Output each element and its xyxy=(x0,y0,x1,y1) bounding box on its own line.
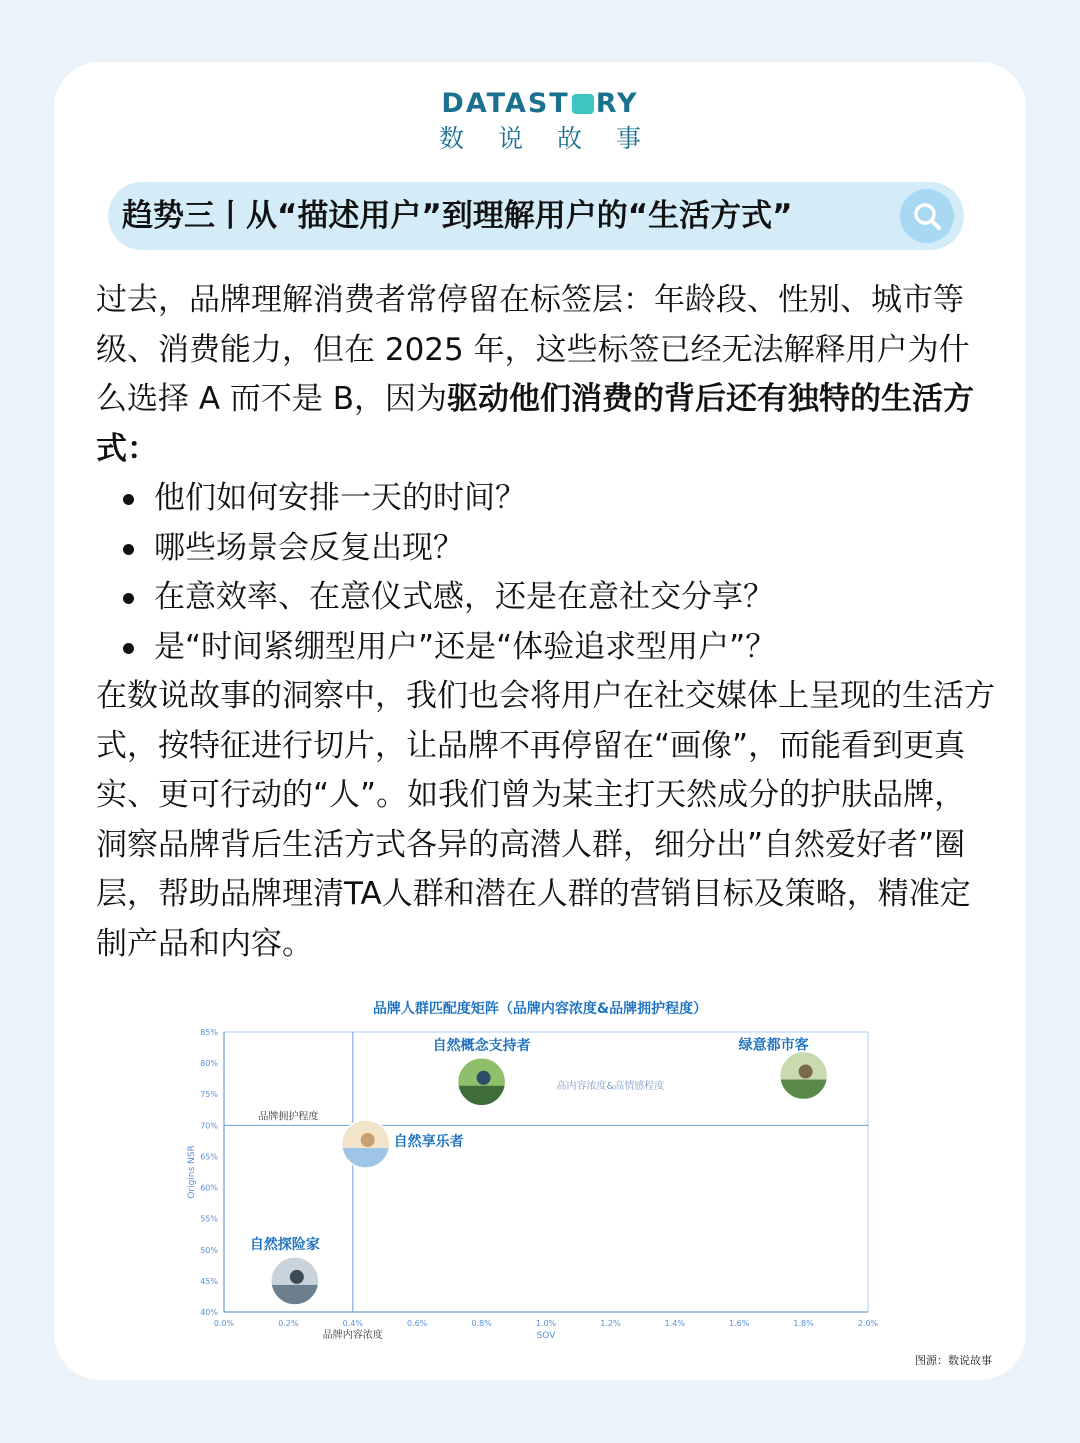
source-note: 图源：数说故事 xyxy=(915,1354,992,1367)
x-tick-label: 0.2% xyxy=(278,1319,299,1328)
insight-paragraph: 在数说故事的洞察中，我们也会将用户在社交媒体上呈现的生活方式，按特征进行切片，让品牌不再停留在“画像”，而能看到更真实、更可行动的“人”。如我们曾为某主打天然成分的护肤品牌，洞察品牌背后生活方式各异的高潜人群，细分出”自然爱好者”圈层，帮助品牌理清TA人群和潜在人群的营销目标及策略，精准定制产品和内容。 xyxy=(96,678,995,962)
list-item: 哪些场景会反复出现？ xyxy=(96,524,996,574)
logo-wordmark xyxy=(441,88,638,119)
intro-paragraph xyxy=(96,276,996,474)
x-tick-label: 1.6% xyxy=(729,1319,750,1328)
y-tick-label: 40% xyxy=(200,1308,218,1317)
datastory-logo xyxy=(0,88,1080,155)
x-tick-label: 1.2% xyxy=(600,1319,621,1328)
search-icon xyxy=(900,189,954,243)
y-tick-label: 55% xyxy=(200,1214,218,1224)
x-tick-label: 0.8% xyxy=(471,1319,492,1328)
y-axis-label: Origins NSR xyxy=(187,1145,197,1199)
article-body xyxy=(96,276,996,969)
point-label: 自然享乐者 xyxy=(393,1134,464,1150)
logo-square-icon xyxy=(572,94,594,114)
banner-title: 趋势三丨从“描述用户”到理解用户的“生活方式” xyxy=(122,198,793,234)
list-item: 在意效率、在意仪式感，还是在意社交分享？ xyxy=(96,573,996,623)
ref-x-label: 品牌内容浓度 xyxy=(322,1330,383,1341)
x-axis-label: SOV xyxy=(536,1331,556,1341)
x-tick-label: 1.4% xyxy=(664,1319,685,1328)
point-label: 自然探险家 xyxy=(249,1236,320,1253)
x-tick-label: 0.6% xyxy=(407,1319,428,1328)
matrix-chart xyxy=(180,1020,900,1360)
chart-title: 品牌人群匹配度矩阵（品牌内容浓度&品牌拥护程度） xyxy=(372,1001,708,1017)
ref-y-label: 品牌拥护程度 xyxy=(258,1111,319,1123)
y-tick-label: 60% xyxy=(200,1183,218,1193)
list-item: 是“时间紧绷型用户”还是“体验追求型用户”？ xyxy=(96,623,996,673)
intro-bold-text: 驱动他们消费的背后还有独特的生活方式： xyxy=(96,381,975,467)
plot-frame xyxy=(224,1032,868,1312)
logo-text-post: RY xyxy=(595,88,639,119)
question-list xyxy=(96,474,996,672)
trend-banner xyxy=(108,182,964,250)
y-tick-label: 50% xyxy=(200,1245,218,1255)
y-tick-label: 65% xyxy=(200,1152,218,1162)
y-tick-label: 75% xyxy=(200,1090,218,1100)
point-label: 绿意都市客 xyxy=(738,1037,809,1054)
y-tick-label: 45% xyxy=(200,1276,218,1286)
quadrant-note: 高内容浓度&高情感程度 xyxy=(556,1081,665,1093)
x-tick-label: 1.8% xyxy=(793,1319,814,1328)
list-item: 他们如何安排一天的时间？ xyxy=(96,474,996,524)
point-label: 自然概念支持者 xyxy=(432,1037,531,1054)
logo-chinese: 数说故事 xyxy=(438,124,675,153)
intro-plain-text: 过去，品牌理解消费者常停留在标签层：年龄段、性别、城市等级、消费能力，但在 2025 年，这些标签已经无法解释用户为什么选择 A 而不是 B，因为 xyxy=(96,282,970,417)
x-tick-label: 2.0% xyxy=(857,1319,879,1328)
y-tick-label: 80% xyxy=(200,1059,218,1069)
x-tick-label: 1.0% xyxy=(535,1319,557,1328)
chart-canvas xyxy=(180,1020,900,1360)
x-tick-label: 0.4% xyxy=(342,1319,363,1328)
y-tick-label: 70% xyxy=(200,1121,218,1131)
logo-text-pre: DATAST xyxy=(441,88,570,119)
y-tick-label: 85% xyxy=(200,1028,218,1037)
x-tick-label: 0.0% xyxy=(213,1319,235,1328)
